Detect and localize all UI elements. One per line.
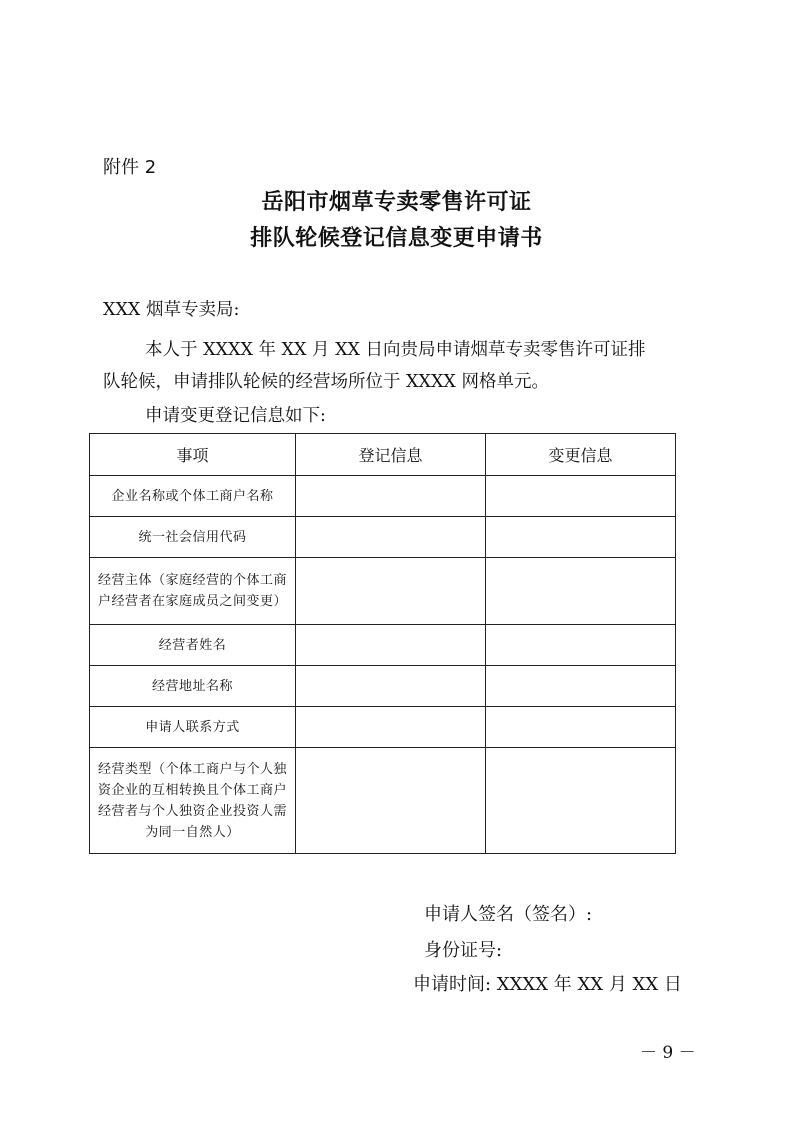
changed-info-cell[interactable] bbox=[486, 707, 676, 748]
row-item-label: 经营主体（家庭经营的个体工商户经营者在家庭成员之间变更） bbox=[90, 558, 296, 625]
document-title-line-2: 排队轮候登记信息变更申请书 bbox=[250, 226, 543, 251]
table-row bbox=[90, 476, 676, 517]
id-number-line: 身份证号: bbox=[424, 940, 503, 961]
row-item-label: 经营类型（个体工商户与个人独资企业的互相转换且个体工商户经营者与个人独资企业投资人需为同一自然人） bbox=[90, 748, 296, 854]
registered-info-cell[interactable] bbox=[296, 517, 486, 558]
document-title-line-1: 岳阳市烟草专卖零售许可证 bbox=[261, 190, 532, 215]
body-paragraph-2: 申请变更登记信息如下: bbox=[145, 406, 326, 426]
table-row bbox=[90, 666, 676, 707]
registered-info-cell[interactable] bbox=[296, 707, 486, 748]
change-request-table bbox=[89, 433, 676, 854]
row-item-label: 经营地址名称 bbox=[90, 666, 296, 707]
body-paragraph-1-line-2: 队轮候，申请排队轮候的经营场所位于 XXXX 网格单元。 bbox=[103, 372, 549, 392]
row-item-label: 经营者姓名 bbox=[90, 625, 296, 666]
page-number: － 9 － bbox=[640, 1043, 696, 1063]
attachment-label: 附件 2 bbox=[103, 157, 157, 178]
column-header-item: 事项 bbox=[90, 434, 296, 476]
applicant-signature-line: 申请人签名（签名）: bbox=[424, 904, 593, 925]
column-header-registered: 登记信息 bbox=[296, 434, 486, 476]
registered-info-cell[interactable] bbox=[296, 476, 486, 517]
application-date-line: 申请时间: XXXX 年 XX 月 XX 日 bbox=[413, 974, 682, 995]
column-header-changed: 变更信息 bbox=[486, 434, 676, 476]
changed-info-cell[interactable] bbox=[486, 517, 676, 558]
registered-info-cell[interactable] bbox=[296, 666, 486, 707]
changed-info-cell[interactable] bbox=[486, 476, 676, 517]
changed-info-cell[interactable] bbox=[486, 666, 676, 707]
table-header-row bbox=[90, 434, 676, 476]
changed-info-cell[interactable] bbox=[486, 748, 676, 854]
row-item-label: 申请人联系方式 bbox=[90, 707, 296, 748]
table-row bbox=[90, 558, 676, 625]
table-row bbox=[90, 625, 676, 666]
registered-info-cell[interactable] bbox=[296, 558, 486, 625]
table-row bbox=[90, 707, 676, 748]
changed-info-cell[interactable] bbox=[486, 558, 676, 625]
row-item-label: 企业名称或个体工商户名称 bbox=[90, 476, 296, 517]
registered-info-cell[interactable] bbox=[296, 748, 486, 854]
registered-info-cell[interactable] bbox=[296, 625, 486, 666]
body-paragraph-1-line-1: 本人于 XXXX 年 XX 月 XX 日向贵局申请烟草专卖零售许可证排 bbox=[145, 340, 646, 360]
table-row bbox=[90, 748, 676, 854]
row-item-label: 统一社会信用代码 bbox=[90, 517, 296, 558]
addressee: XXX 烟草专卖局: bbox=[103, 300, 240, 320]
table-row bbox=[90, 517, 676, 558]
changed-info-cell[interactable] bbox=[486, 625, 676, 666]
